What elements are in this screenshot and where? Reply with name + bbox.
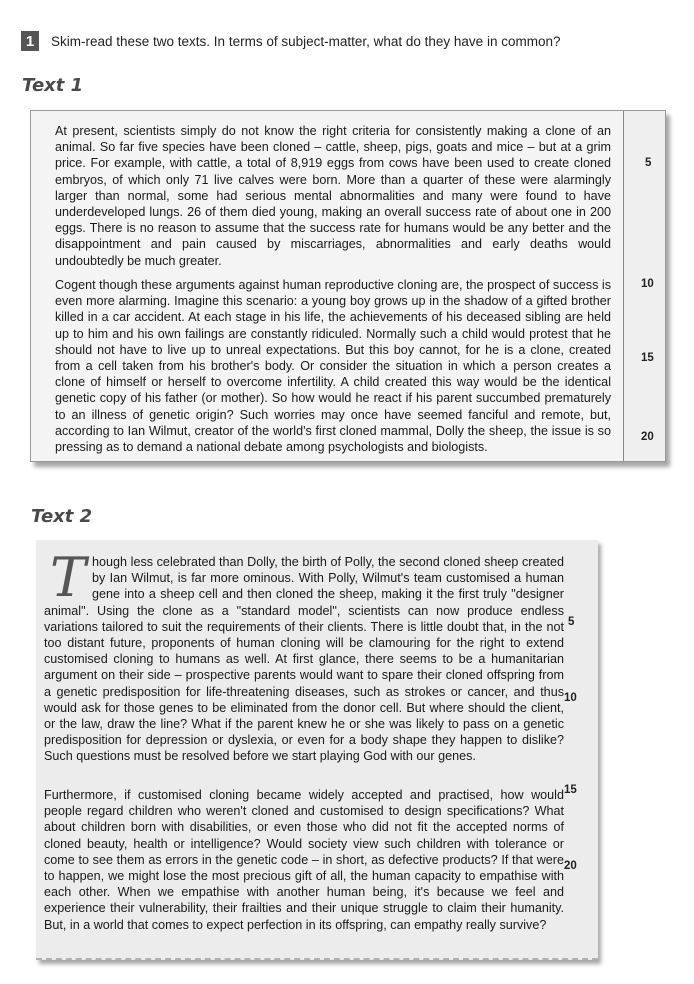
text2-line-number-15: 15 bbox=[564, 784, 577, 796]
text1-line-number-5: 5 bbox=[645, 157, 652, 169]
text1-heading: Text 1 bbox=[22, 75, 84, 96]
text2-box bbox=[36, 540, 598, 960]
drop-cap: T bbox=[50, 546, 87, 609]
question-row bbox=[21, 31, 560, 51]
text2-heading: Text 2 bbox=[31, 506, 93, 527]
text1-content bbox=[31, 111, 624, 461]
text1-line-number-10: 10 bbox=[641, 278, 654, 290]
question-number: 1 bbox=[21, 31, 39, 51]
text1-line-number-20: 20 bbox=[641, 431, 654, 443]
text1-paragraph-2: Cogent though these arguments against human reproductive cloning are, the prospect of success is even more alarming. Imagine this scenario: a young boy grows up in the shadow of a gifted brother killed in a car accident. At each stage in his life, the achievements of his deceased sibling are held up to him and his own failings are constantly ridiculed. Normally such a child would protest that he should not have to live up to unreal expectations. But this boy cannot, for he is a clone, created from a cell taken from his brother's body. Or consider the situation in which a person creates a clone of himself or herself to overcome infertility. A child created this way would be the identical genetic copy of his father (or mother). So how would he react if his parent succumbed prematurely to an illness of genetic origin? Such worries may once have seemed fanciful and remote, but, according to Ian Wilmut, creator of the world's first cloned mammal, Dolly the sheep, the issue is so pressing as to demand a national debate among psychologists and biologists. bbox=[55, 278, 611, 455]
text1-line-number-15: 15 bbox=[641, 352, 654, 364]
text2-line-number-20: 20 bbox=[564, 860, 577, 872]
text1-box bbox=[30, 110, 666, 462]
text2-paragraph-2: Furthermore, if customised cloning became widely accepted and practised, how would people regard children who weren't cloned and customised to design specifications? What about children born with disabilities, or even those who did not fit the accepted norms of cloned beauty, health or intelligence? Would society view such children with tolerance or come to see them as errors in the genetic code – in short, as defective products? If that were to happen, we might lose the most precious gift of all, the human capacity to empathise with each other. When we empathise with another human being, it's because we feel and experience their vulnerability, their frailties and their unique struggle to claim their humanity. But, in a world that comes to expect perfection in its offspring, can empathy really survive? bbox=[44, 788, 564, 932]
text2-paragraph-1 bbox=[44, 546, 564, 765]
text1-paragraph-1: At present, scientists simply do not know the right criteria for consistently making a clone of an animal. So far five species have been cloned – cattle, sheep, pigs, goats and mice – but at a grim price. For example, with cattle, a total of 8,919 eggs from cows have been used to create cloned embryos, of which only 71 live calves were born. More than a quarter of these were alarmingly larger than normal, some had serious mental abnormalities and many were found to have underdeveloped lungs. 26 of them died young, making an overall success rate of about one in 200 eggs. There is no reason to assume that the success rate for humans would be any better and the disappointment and pain caused by miscarriages, abnormalities and early deaths would undoubtedly be much greater. bbox=[55, 124, 611, 268]
question-text: Skim-read these two texts. In terms of subject-matter, what do they have in common? bbox=[51, 33, 561, 49]
text2-paragraph-1-text: hough less celebrated than Dolly, the birth of Polly, the second cloned sheep created by Ian Wilmut, is far more ominous. With Polly, Wilmut's team customised a human gene into a sheep cell and then cloned the sheep, making it the first truly "designer animal". Using the clone as a "standard model", scientists can now produce endless variations tailored to suit the requirements of their clients. There is little doubt that, in the not too distant future, proponents of human cloning will be clamouring for the right to extend customised cloning to humans as well. At first glance, there seems to be a humanitarian argument on their side – prospective parents would want to spare their cloned offspring from a genetic predisposition for life-threatening diseases, such as strokes or cancer, and thus would ask for those genes to be eliminated from the donor cell. But where should the client, or the law, draw the line? What if the parent knew he or she was likely to pass on a genetic predisposition for depression or dyslexia, or even for a body shape they happen to dislike? Such questions must be resolved before we start playing God with our genes. bbox=[44, 555, 564, 764]
text2-line-number-5: 5 bbox=[568, 616, 575, 628]
text2-line-number-10: 10 bbox=[564, 692, 577, 704]
